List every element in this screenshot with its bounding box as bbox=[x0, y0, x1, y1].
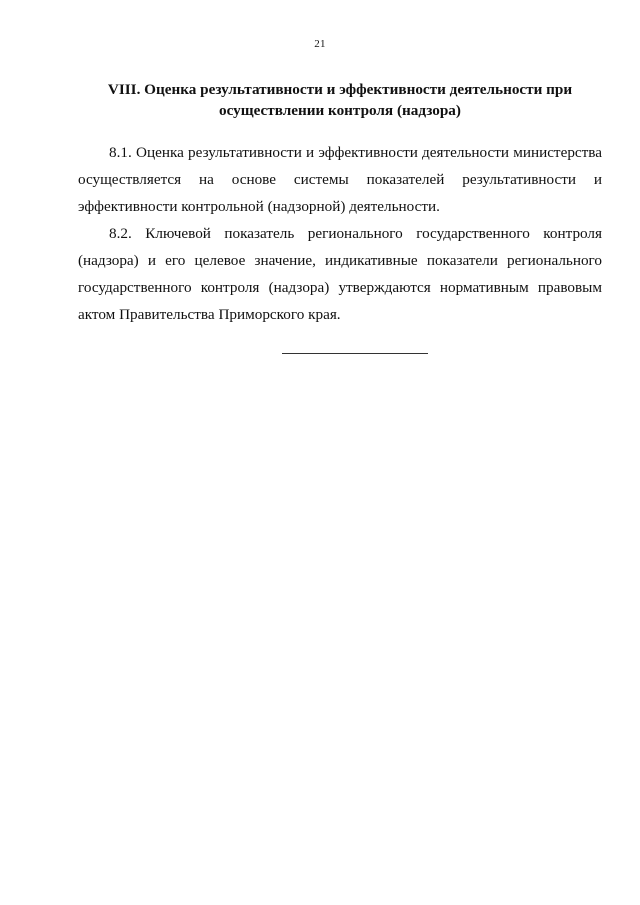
page-number: 21 bbox=[314, 38, 326, 50]
section-heading: VIII. Оценка результативности и эффективности деятельности при осуществлении контроля (надзора) bbox=[107, 81, 573, 119]
end-separator-line bbox=[282, 353, 428, 354]
paragraph-8-2: 8.2. Ключевой показатель регионального государственного контроля (надзора) и его целевое значение, индикативные показатели регионального государственного контроля (надзора) утверждаются нормативным правовым актом Правительства Приморского края. bbox=[78, 225, 602, 323]
paragraph-8-1: 8.1. Оценка результативности и эффективности деятельности министерства осуществляется на основе системы показателей результативности и эффективности контрольной (надзорной) деятельности. bbox=[78, 144, 602, 215]
